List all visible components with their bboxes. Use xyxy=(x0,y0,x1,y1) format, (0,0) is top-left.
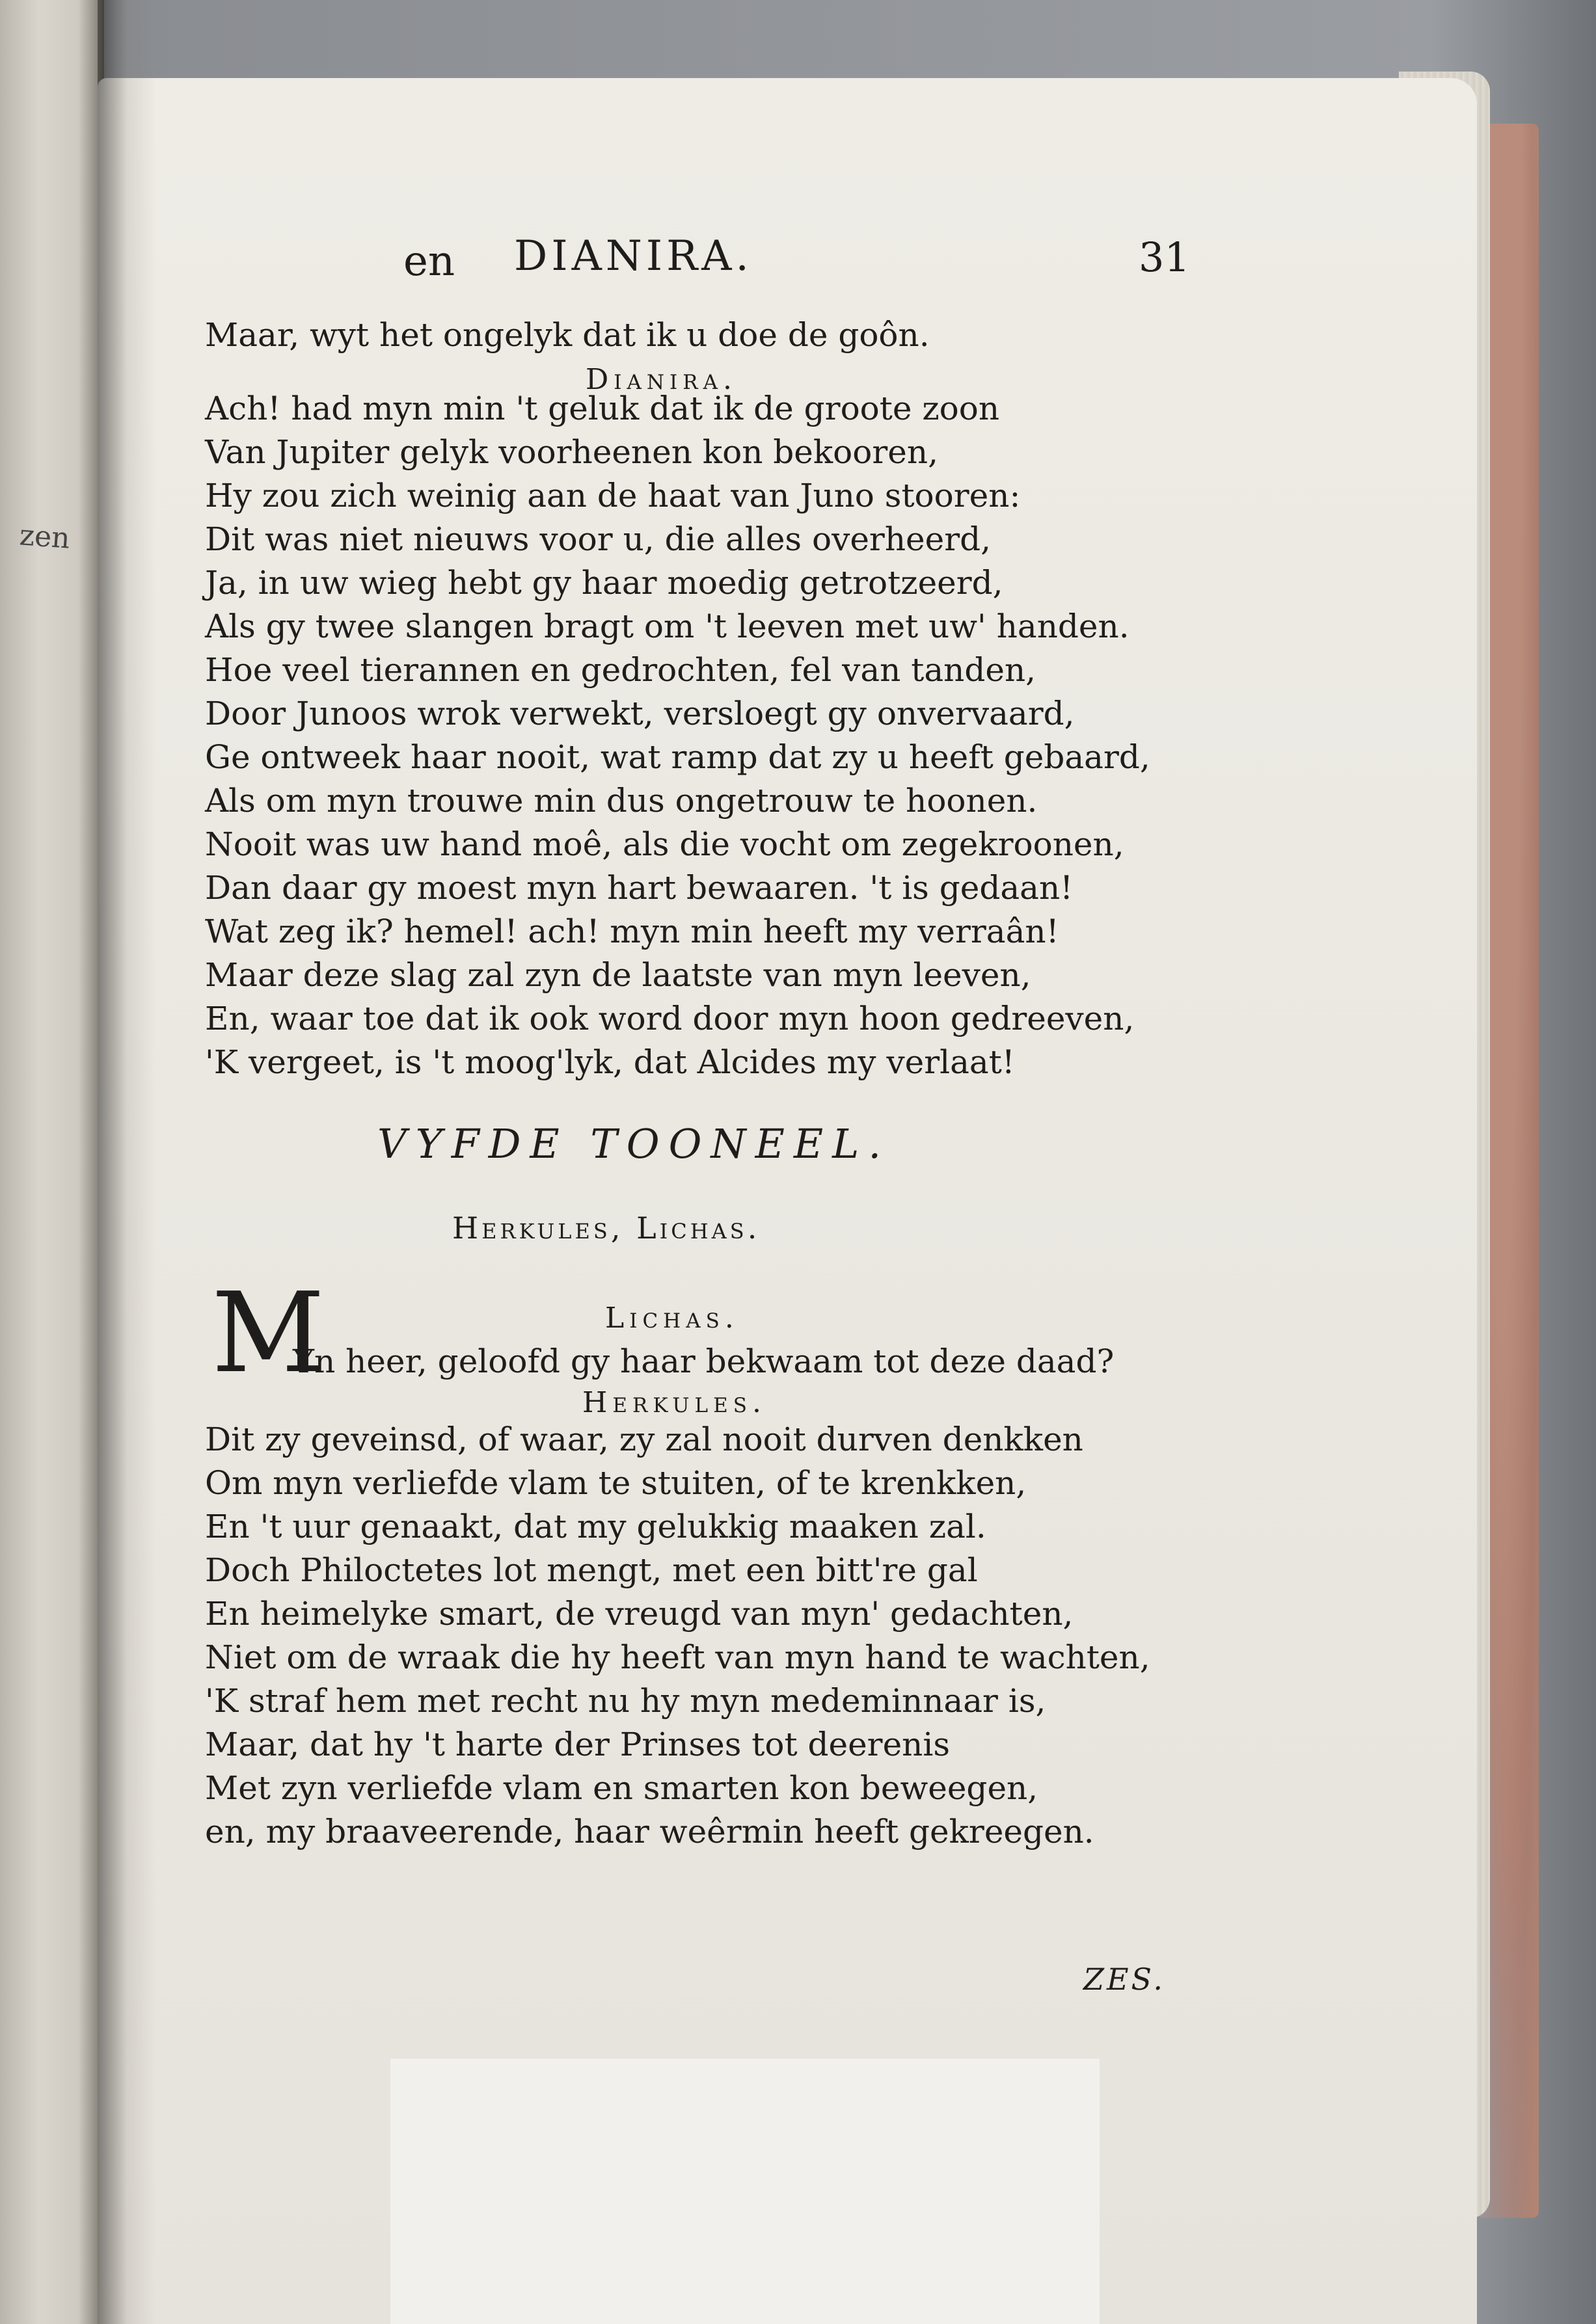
verse-line: Hoe veel tierannen en gedrochten, fel van tanden, xyxy=(205,651,1036,689)
verse-line: Yn heer, geloofd gy haar bekwaam tot deze daad? xyxy=(293,1342,1115,1380)
verse-line: Dit zy geveinsd, of waar, zy zal nooit durven denkken xyxy=(205,1421,1083,1458)
verse-line: Van Jupiter gelyk voorheenen kon bekooren, xyxy=(205,433,938,471)
verse-line: Doch Philoctetes lot mengt, met een bitt're gal xyxy=(205,1551,978,1589)
verse-line: En 't uur genaakt, dat my gelukkig maaken zal. xyxy=(205,1508,986,1545)
left-facing-page xyxy=(0,0,104,2324)
drop-capital: M xyxy=(211,1269,325,1398)
verse-line: Als gy twee slangen bragt om 't leeven met uw' handen. xyxy=(205,608,1129,645)
verse-line: en, my braaveerende, haar weêrmin heeft gekreegen. xyxy=(205,1813,1094,1850)
verse-line: Niet om de wraak die hy heeft van myn hand te wachten, xyxy=(205,1638,1150,1676)
verse-line: Ach! had myn min 't geluk dat ik de groote zoon xyxy=(205,390,1000,427)
scene-cast: Herkules, Lichas. xyxy=(452,1210,761,1246)
scene-title: VYFDE TOONEEL. xyxy=(377,1120,891,1168)
header-prefix: en xyxy=(403,237,455,286)
redaction-box xyxy=(390,2059,1100,2324)
verse-line: Als om myn trouwe min dus ongetrouw te hoonen. xyxy=(205,782,1038,820)
verse-line: Maar, dat hy 't harte der Prinses tot deerenis xyxy=(205,1726,951,1763)
catchword: ZES. xyxy=(1083,1962,1166,1997)
verse-line: Ja, in uw wieg hebt gy haar moedig getrotzeerd, xyxy=(205,564,1003,602)
verse-line: Dit was niet nieuws voor u, die alles overheerd, xyxy=(205,520,992,558)
verse-line: Dan daar gy moest myn hart bewaaren. 't is gedaan! xyxy=(205,869,1074,907)
page-number: 31 xyxy=(1139,234,1190,281)
speaker-name: Lichas. xyxy=(605,1302,739,1335)
verse-line: 'K straf hem met recht nu hy myn medeminnaar is, xyxy=(205,1682,1046,1720)
left-page-fragment: zen xyxy=(18,518,72,555)
gutter-shadow xyxy=(98,0,156,2324)
verse-line: En heimelyke smart, de vreugd van myn' gedachten, xyxy=(205,1595,1074,1633)
verse-line: En, waar toe dat ik ook word door myn hoon gedreeven, xyxy=(205,1000,1135,1037)
verse-line: Ge ontweek haar nooit, wat ramp dat zy u heeft gebaard, xyxy=(205,738,1150,776)
verse-line: Maar deze slag zal zyn de laatste van myn leeven, xyxy=(205,956,1031,994)
verse-line: Om myn verliefde vlam te stuiten, of te krenkken, xyxy=(205,1464,1027,1502)
verse-line: Door Junoos wrok verwekt, versloegt gy onvervaard, xyxy=(205,695,1075,732)
verse-line: Hy zou zich weinig aan de haat van Juno stooren: xyxy=(205,477,1021,514)
verse-line: 'K vergeet, is 't moog'lyk, dat Alcides my verlaat! xyxy=(205,1043,1015,1081)
speaker-name: Dianira. xyxy=(586,363,737,396)
header-title: DIANIRA. xyxy=(514,232,753,280)
verse-line: Wat zeg ik? hemel! ach! myn min heeft my verraân! xyxy=(205,913,1059,950)
verse-line: Met zyn verliefde vlam en smarten kon beweegen, xyxy=(205,1769,1038,1807)
speaker-name: Herkules. xyxy=(582,1386,766,1419)
verse-line: Nooit was uw hand moê, als die vocht om zegekroonen, xyxy=(205,825,1124,863)
verse-line: Maar, wyt het ongelyk dat ik u doe de goôn. xyxy=(205,316,930,354)
